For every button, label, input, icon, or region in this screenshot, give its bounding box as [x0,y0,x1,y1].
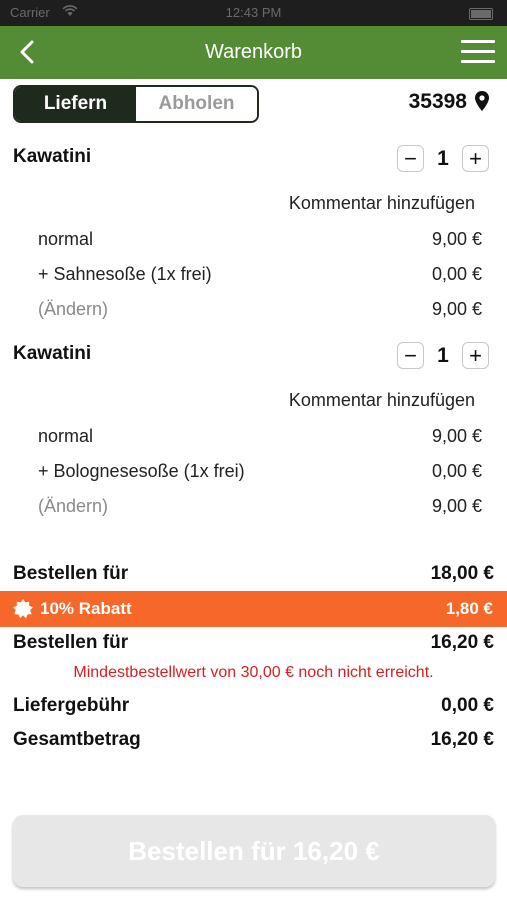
item-name: Kawatini [13,146,92,167]
delivery-mode-toggle [13,85,259,123]
tab-deliver[interactable]: Liefern [15,87,136,121]
discount-row [0,591,507,627]
item-total: 9,00 € [431,496,482,516]
menu-button[interactable] [461,40,495,64]
increase-quantity-button[interactable]: + [462,145,489,172]
status-time: 12:43 PM [225,5,282,20]
navigation-bar [0,26,507,79]
tab-pickup[interactable]: Abholen [136,87,257,121]
edit-item-link[interactable]: (Ändern) [38,299,109,319]
option-price: 9,00 € [431,229,482,249]
increase-quantity-button[interactable]: + [462,342,489,369]
discount-label: 10% Rabatt [40,599,132,618]
add-comment-link[interactable]: Kommentar hinzufügen [288,390,475,410]
page-title: Warenkorb [204,41,303,63]
delivery-fee-value: 0,00 € [441,695,494,716]
discount-value: 1,80 € [445,599,493,618]
quantity-stepper [397,145,489,172]
decrease-quantity-button[interactable]: − [397,145,424,172]
total-label: Gesamtbetrag [13,729,141,750]
status-bar [0,0,507,26]
discounted-subtotal-value: 16,20 € [430,632,494,653]
item-name: Kawatini [13,343,92,364]
subtotal-label: Bestellen für [13,563,129,584]
option-label: normal [38,229,94,249]
postal-code-selector[interactable] [409,90,489,114]
quantity-value: 1 [437,146,449,170]
place-order-button[interactable]: Bestellen für 16,20 € [13,815,495,887]
total-value: 16,20 € [430,729,494,750]
map-pin-icon [475,91,489,111]
discount-badge-icon [13,599,33,619]
battery-icon [469,8,493,20]
delivery-fee-label: Liefergebühr [13,695,130,716]
quantity-stepper [397,342,489,369]
subtotal-value: 18,00 € [430,563,494,584]
option-price: 9,00 € [431,426,482,446]
carrier-label: Carrier [10,5,50,20]
item-total: 9,00 € [431,299,482,319]
postal-code: 35398 [408,90,467,113]
discounted-subtotal-label: Bestellen für [13,632,129,653]
add-comment-link[interactable]: Kommentar hinzufügen [288,193,475,213]
hamburger-menu-icon [461,40,495,63]
option-price: 0,00 € [431,264,482,284]
edit-item-link[interactable]: (Ändern) [38,496,109,516]
min-order-warning: Mindestbestellwert von 30,00 € noch nicht erreicht. [73,664,434,681]
option-label: + Sahnesoße (1x frei) [38,264,212,284]
quantity-value: 1 [437,343,449,367]
option-label: + Bolognesesoße (1x frei) [38,461,245,481]
decrease-quantity-button[interactable]: − [397,342,424,369]
option-price: 0,00 € [431,461,482,481]
option-label: normal [38,426,94,446]
